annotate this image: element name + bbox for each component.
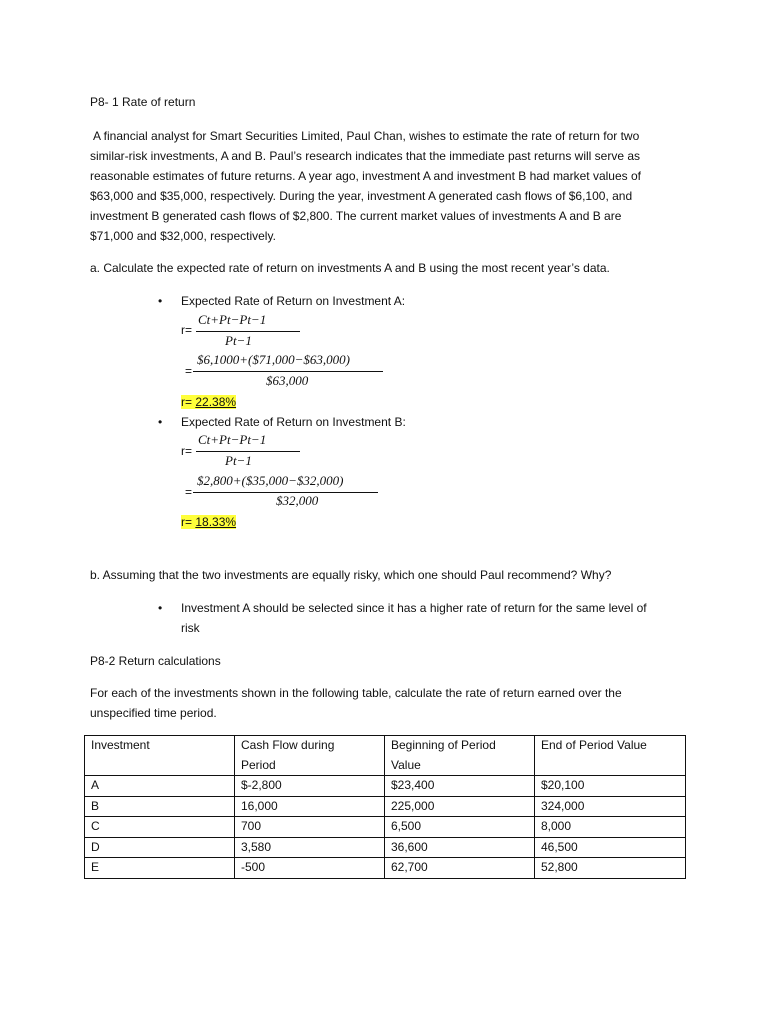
table-cell: -500 [235, 858, 385, 879]
section-title-p8-2: P8-2 Return calculations [90, 654, 221, 668]
answer-b [181, 598, 647, 638]
r-label: r= [181, 323, 193, 337]
fraction-line [196, 451, 300, 452]
paragraph-line: reasonable estimates of future returns. A year ago, investment A and investment B had market values of [90, 169, 641, 183]
result-value: 22.38% [195, 395, 237, 409]
table-header-cell [85, 736, 235, 776]
paragraph-line: A financial analyst for Smart Securities Limited, Paul Chan, wishes to estimate the rate of return for two [93, 129, 640, 143]
investments-table [84, 735, 686, 879]
table-cell: 700 [235, 817, 385, 838]
bullet-icon: • [158, 601, 163, 615]
table-cell: E [85, 858, 235, 879]
table-header-cell [385, 736, 535, 776]
answer-line: risk [181, 621, 200, 635]
p8-2-intro-paragraph [90, 683, 622, 723]
table-cell: 6,500 [385, 817, 535, 838]
calc-denominator: $32,000 [276, 493, 319, 508]
fraction-line [193, 371, 383, 372]
table-cell: $-2,800 [235, 776, 385, 797]
paragraph-line: $71,000 and $32,000, respectively. [90, 229, 276, 243]
table-header-cell [535, 736, 686, 776]
table-cell: A [85, 776, 235, 797]
header-text: Value [391, 757, 421, 772]
table-header-row [85, 736, 686, 776]
equals-sign: = [185, 364, 193, 378]
p8-1-intro-paragraph [90, 126, 690, 246]
table-row [85, 796, 686, 817]
table-cell: $20,100 [535, 776, 686, 797]
table-row [85, 776, 686, 797]
result-prefix: r= [181, 515, 196, 529]
table-cell: B [85, 796, 235, 817]
fraction-line [196, 331, 300, 332]
paragraph-line: For each of the investments shown in the following table, calculate the rate of return earned over the [90, 686, 622, 700]
calc-numerator: $2,800+($35,000−$32,000) [197, 473, 344, 488]
table-cell: 62,700 [385, 858, 535, 879]
formula-denominator: Pt−1 [225, 453, 252, 468]
table-cell: C [85, 817, 235, 838]
header-text: Cash Flow during [241, 738, 335, 752]
table-row [85, 858, 686, 879]
equals-sign: = [185, 485, 193, 499]
bullet-icon: • [158, 415, 163, 429]
calc-numerator: $6,1000+($71,000−$63,000) [197, 352, 350, 367]
table-cell: 16,000 [235, 796, 385, 817]
formula-denominator: Pt−1 [225, 333, 252, 348]
table-cell: 36,600 [385, 837, 535, 858]
investment-b-heading: Expected Rate of Return on Investment B: [181, 415, 406, 429]
result-b [181, 512, 236, 532]
bullet-icon: • [158, 294, 163, 308]
table-cell: 46,500 [535, 837, 686, 858]
investment-a-heading: Expected Rate of Return on Investment A: [181, 294, 406, 308]
paragraph-line: similar-risk investments, A and B. Paul’s research indicates that the immediate past returns will serve as [90, 149, 641, 163]
table-cell: 52,800 [535, 858, 686, 879]
result-value: 18.33% [195, 515, 237, 529]
formula-numerator: Ct+Pt−Pt−1 [198, 312, 267, 327]
calc-denominator: $63,000 [266, 373, 309, 388]
formula-numerator: Ct+Pt−Pt−1 [198, 432, 267, 447]
r-label: r= [181, 444, 193, 458]
question-a: a. Calculate the expected rate of return on investments A and B using the most recent year’s data. [90, 261, 610, 275]
table-cell: 8,000 [535, 817, 686, 838]
header-text: Investment [91, 738, 150, 752]
paragraph-line: unspecified time period. [90, 706, 217, 720]
header-text: End of Period Value [541, 738, 647, 752]
header-text: Beginning of Period [391, 738, 496, 752]
table-cell: D [85, 837, 235, 858]
table-cell: $23,400 [385, 776, 535, 797]
paragraph-line: $63,000 and $35,000, respectively. During the year, investment A generated cash flows of $6,100, and [90, 189, 633, 203]
result-a [181, 392, 236, 412]
result-prefix: r= [181, 395, 196, 409]
question-b: b. Assuming that the two investments are equally risky, which one should Paul recommend? Why? [90, 568, 612, 582]
table-cell: 324,000 [535, 796, 686, 817]
table-cell: 225,000 [385, 796, 535, 817]
table-cell: 3,580 [235, 837, 385, 858]
table-row [85, 837, 686, 858]
header-text: Period [241, 757, 276, 772]
answer-line: Investment A should be selected since it has a higher rate of return for the same level of [181, 601, 647, 615]
paragraph-line: investment B generated cash flows of $2,800. The current market values of investments A and B are [90, 209, 622, 223]
section-title-p8-1: P8- 1 Rate of return [90, 95, 196, 109]
table-header-cell [235, 736, 385, 776]
table-row [85, 817, 686, 838]
